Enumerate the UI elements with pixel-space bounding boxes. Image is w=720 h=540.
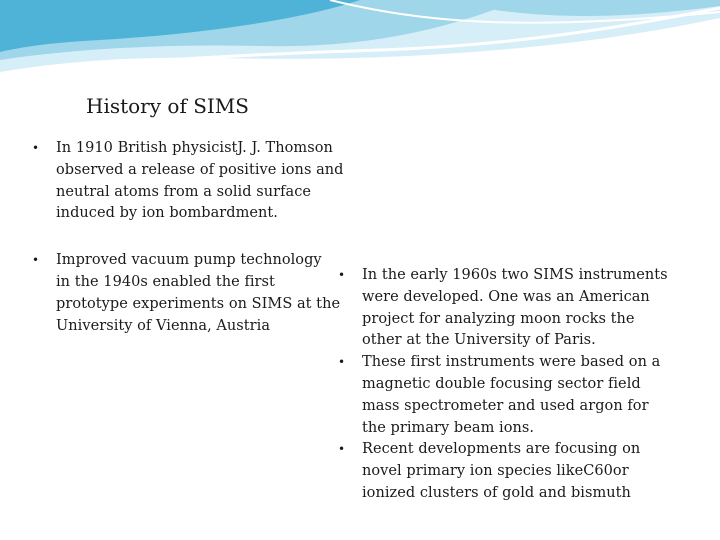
bullet-line: other at the University of Paris. <box>362 332 596 349</box>
slide-title: History of SIMS <box>86 94 249 118</box>
bullet-line: magnetic double focusing sector field <box>362 375 641 392</box>
bullet-item <box>30 250 360 337</box>
bullet-line: novel primary ion species likeC60or <box>362 463 629 480</box>
bullet-line: the primary beam ions. <box>362 419 535 436</box>
bullet-line: Improved vacuum pump technology <box>56 252 322 269</box>
bullet-line: University of Vienna, Austria <box>56 317 271 334</box>
bullet-line: mass spectrometer and used argon for <box>362 397 649 414</box>
bullet-line: induced by ion bombardment. <box>56 205 278 222</box>
bullet-item <box>336 265 686 352</box>
header-wave-decoration <box>0 0 720 90</box>
bullet-line: neutral atoms from a solid surface <box>56 183 312 200</box>
bullet-dot: • <box>32 253 40 268</box>
bullet-line: These first instruments were based on a <box>362 354 661 371</box>
bullet-line: ionized clusters of gold and bismuth <box>362 484 631 501</box>
bullet-line: were developed. One was an American <box>362 288 650 305</box>
bullet-item <box>336 352 686 439</box>
bullet-dot: • <box>32 141 40 155</box>
right-bullet-list <box>336 265 686 505</box>
bullet-item <box>336 439 686 504</box>
bullet-line: in the 1940s enabled the first <box>56 273 275 290</box>
bullet-item <box>30 138 360 225</box>
bullet-line: In 1910 British physicistJ. J. Thomson <box>56 140 333 156</box>
bullet-line: prototype experiments on SIMS at the <box>56 295 341 312</box>
bullet-dot: • <box>338 355 346 370</box>
bullet-line: project for analyzing moon rocks the <box>362 310 635 327</box>
bullet-line: In the early 1960s two SIMS instruments <box>362 267 668 283</box>
bullet-line: Recent developments are focusing on <box>362 441 641 458</box>
bullet-dot: • <box>338 442 346 457</box>
left-bullet-list <box>30 138 360 337</box>
bullet-line: observed a release of positive ions and <box>56 161 344 178</box>
bullet-dot: • <box>338 268 346 282</box>
